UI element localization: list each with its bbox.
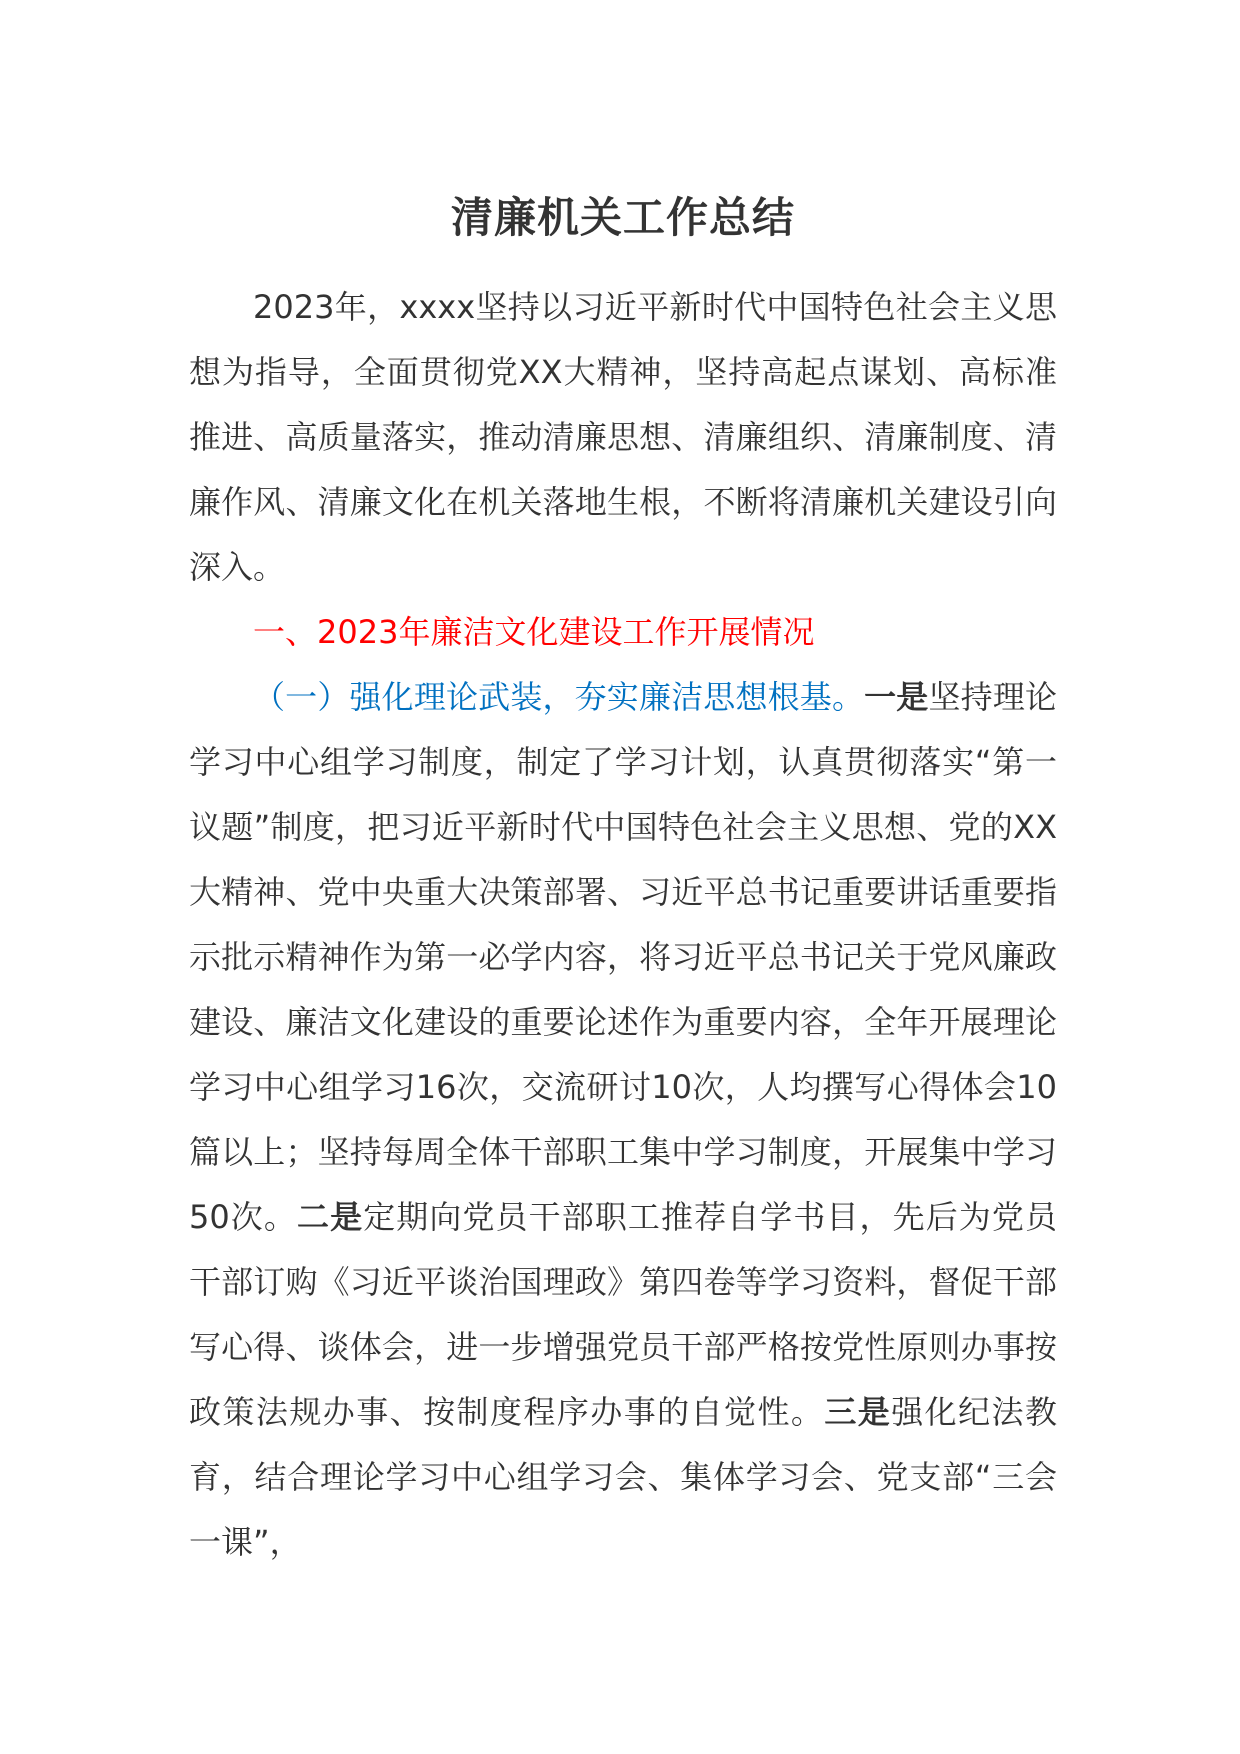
section-heading: 一、2023年廉洁文化建设工作开展情况 <box>253 613 815 651</box>
point-text-1: 坚持理论学习中心组学习制度，制定了学习计划，认真贯彻落实“第一议题”制度，把习近平新时代中国特色社会主义思想、党的XX大精神、党中央重大决策部署、习近平总书记重要讲话重要指示批示精神作为第一必学内容，将习近平总书记关于党风廉政建设、廉洁文化建设的重要论述作为重要内容，全年开展理论学习中心组学习16次，交流研讨10次，人均撰写心得体会10篇以上；坚持每周全体干部职工集中学习制度，开展集中学习50次。 <box>189 678 1057 1236</box>
point-text-2: 定期向党员干部职工推荐自学书目，先后为党员干部订购《习近平谈治国理政》第四卷等学习资料，督促干部写心得、谈体会，进一步增强党员干部严格按党性原则办事按政策法规办事、按制度程序办事的自觉性。 <box>189 1198 1057 1431</box>
document-title: 清廉机关工作总结 <box>450 193 795 242</box>
point-text-3: 强化纪法教育，结合理论学习中心组学习会、集体学习会、党支部“三会一课”， <box>189 1393 1057 1561</box>
subsection-paragraph <box>189 665 1057 1575</box>
subsection-heading: （一）强化理论武装，夯实廉洁思想根基。 <box>253 678 865 716</box>
intro-paragraph: 2023年，xxxx坚持以习近平新时代中国特色社会主义思想为指导，全面贯彻党XX大精神，坚持高起点谋划、高标准推进、高质量落实，推动清廉思想、清廉组织、清廉制度、清廉作风、清廉文化在机关落地生根，不断将清廉机关建设引向深入。 <box>189 288 1057 586</box>
point-marker-3: 三是 <box>824 1393 892 1431</box>
point-marker-2: 二是 <box>297 1198 364 1236</box>
point-marker-1: 一是 <box>864 678 929 716</box>
document-page <box>189 190 1057 1575</box>
